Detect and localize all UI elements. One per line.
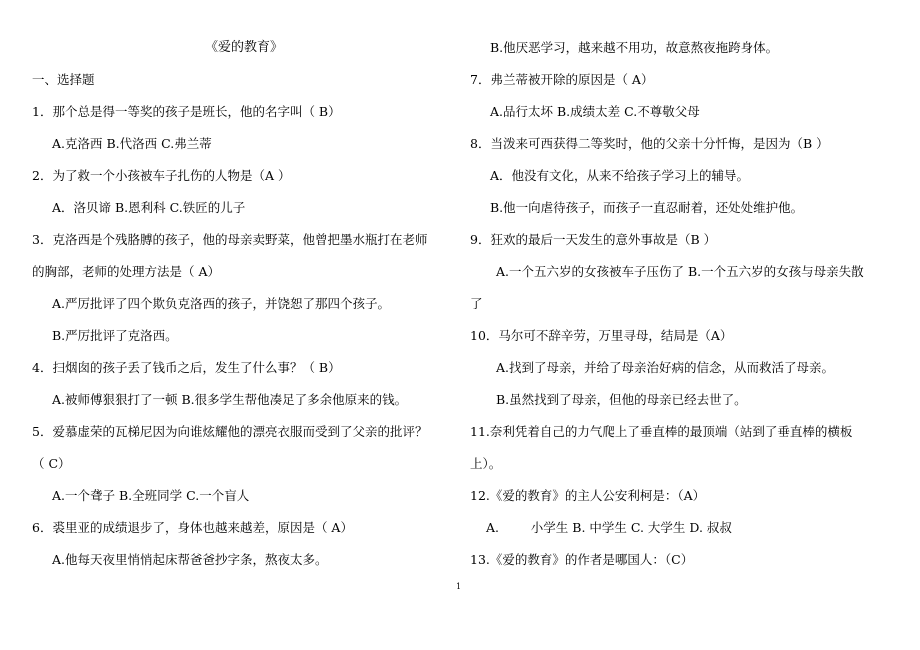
question-3: 3．克洛西是个残胳膊的孩子，他的母亲卖野菜，他曾把墨水瓶打在老师 (32, 232, 428, 247)
question-6-option-a: A.他每天夜里悄悄起床帮爸爸抄字条，熬夜太多。 (52, 552, 328, 567)
question-9: 9．狂欢的最后一天发生的意外事故是（B ） (470, 232, 717, 247)
question-13: 13.《爱的教育》的作者是哪国人：（C） (470, 552, 694, 567)
question-9-options: A.一个五六岁的女孩被车子压伤了 B.一个五六岁的女孩与母亲失散 (496, 264, 864, 279)
question-3-option-a: A.严厉批评了四个欺负克洛西的孩子，并饶恕了那四个孩子。 (52, 296, 391, 311)
question-5: 5．爱慕虚荣的瓦梯尼因为向谁炫耀他的漂亮衣服而受到了父亲的批评？ (32, 424, 428, 439)
question-6-option-b: B.他厌恶学习，越来越不用功，故意熬夜拖跨身体。 (490, 40, 779, 55)
question-10: 10．马尔可不辞辛劳，万里寻母，结局是（A） (470, 328, 733, 343)
question-1-options: A.克洛西 B.代洛西 C.弗兰蒂 (52, 136, 212, 151)
question-11-cont: 上）。 (470, 456, 502, 471)
question-5-answer: （ C） (32, 456, 71, 471)
question-9-options-cont: 了 (470, 296, 483, 311)
question-2-options: A．洛贝谛 B.恩利科 C.铁匠的儿子 (52, 200, 246, 215)
question-10-option-b: B.虽然找到了母亲，但他的母亲已经去世了。 (496, 392, 747, 407)
question-1: 1．那个总是得一等奖的孩子是班长，他的名字叫（ B） (32, 104, 341, 119)
section-heading: 一、选择题 (32, 72, 95, 87)
question-2: 2．为了救一个小孩被车子扎伤的人物是（A ） (32, 168, 291, 183)
question-11: 11.奈利凭着自己的力气爬上了垂直棒的最顶端（站到了垂直棒的横板 (470, 424, 853, 439)
question-8-option-a: A．他没有文化，从来不给孩子学习上的辅导。 (490, 168, 750, 183)
question-5-options: A.一个聋子 B.全班同学 C.一个盲人 (52, 488, 250, 503)
question-8: 8．当泼来可西获得二等奖时，他的父亲十分忏悔，是因为（B ） (470, 136, 829, 151)
question-10-option-a: A.找到了母亲，并给了母亲治好病的信念，从而救活了母亲。 (496, 360, 835, 375)
question-6: 6．裘里亚的成绩退步了，身体也越来越差，原因是（ A） (32, 520, 353, 535)
question-7: 7．弗兰蒂被开除的原因是（ A） (470, 72, 654, 87)
page-number: 1 (456, 582, 462, 591)
question-8-option-b: B.他一向虐待孩子，而孩子一直忍耐着，还处处维护他。 (490, 200, 804, 215)
question-4: 4．扫烟囱的孩子丢了钱币之后，发生了什么事？（ B） (32, 360, 341, 375)
question-12: 12.《爱的教育》的主人公安利柯是：（A） (470, 488, 706, 503)
question-3-cont: 的胸部，老师的处理方法是（ A） (32, 264, 221, 279)
question-7-options: A.品行太坏 B.成绩太差 C.不尊敬父母 (490, 104, 700, 119)
question-4-options: A.被师傅狠狠打了一顿 B.很多学生帮他凑足了多余他原来的钱。 (52, 392, 408, 407)
document-title: 《爱的教育》 (205, 40, 284, 55)
question-12-options: A. 小学生 B. 中学生 C. 大学生 D. 叔叔 (486, 520, 732, 535)
question-3-option-b: B.严厉批评了克洛西。 (52, 328, 178, 343)
